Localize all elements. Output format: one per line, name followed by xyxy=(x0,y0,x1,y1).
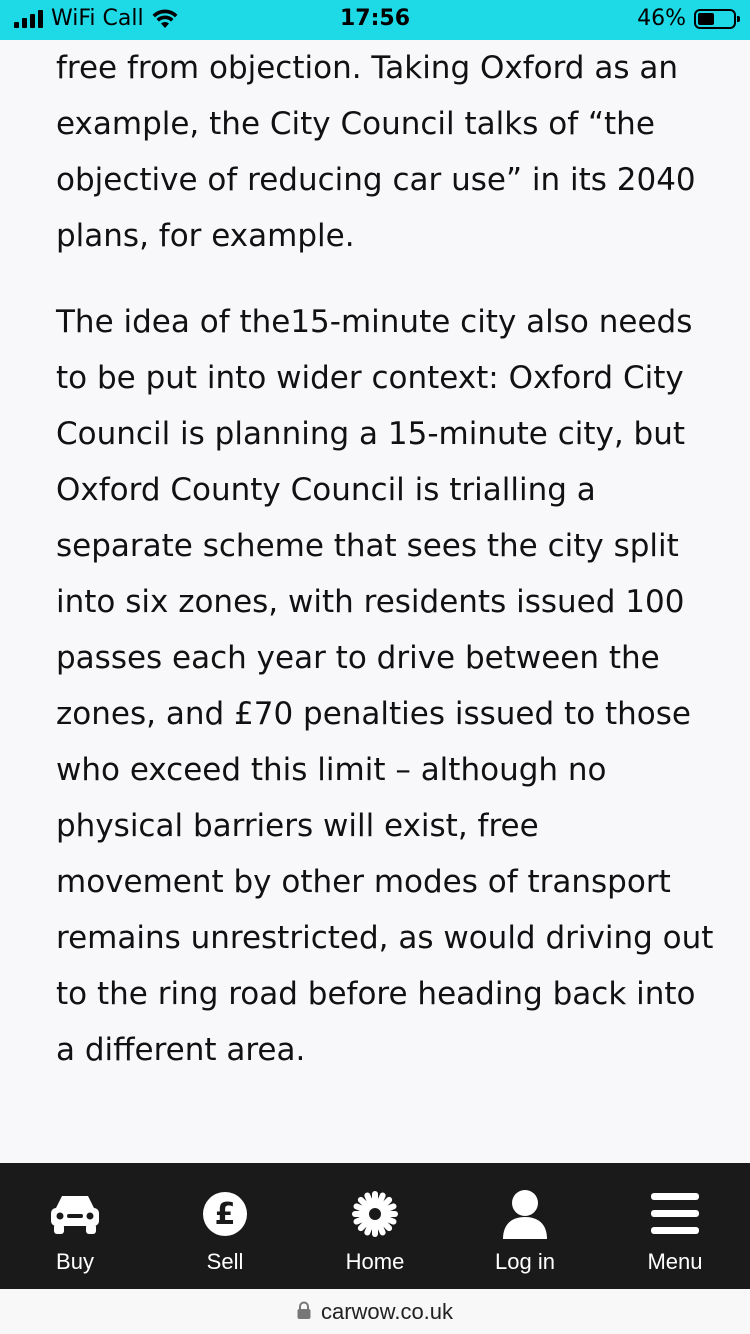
user-icon xyxy=(501,1189,549,1239)
nav-home[interactable] xyxy=(300,1163,450,1289)
url-bar[interactable] xyxy=(0,1289,750,1334)
clock: 17:56 xyxy=(339,6,411,31)
nav-login-label: Log in xyxy=(495,1249,555,1274)
carwow-logo-icon xyxy=(350,1189,400,1239)
article-paragraph: free from objection. Taking Oxford as an example, the City Council talks of “the objective of reducing car use” in its 2040 plans, for example. xyxy=(56,50,696,254)
nav-menu[interactable] xyxy=(600,1163,750,1289)
article-paragraph: The idea of the15-minute city also needs to be put into wider context: Oxford City Council is planning a 15-minute city, but Oxford County Council is trialling a separate scheme that sees the city split into six zones, with residents issued 100 passes each year to drive between the zones, and £70 penalties issued to those who exceed this limit – although no physical barriers will exist, free movement by other modes of transport remains unrestricted, as would driving out to the ring road before heading back into a different area. xyxy=(56,304,714,1068)
nav-menu-label: Menu xyxy=(647,1249,703,1274)
hamburger-icon xyxy=(650,1189,700,1239)
carrier-label: WiFi Call xyxy=(51,6,144,31)
nav-home-label: Home xyxy=(345,1249,405,1274)
url-text: carwow.co.uk xyxy=(320,1298,454,1324)
status-bar xyxy=(0,0,750,40)
svg-text:£: £ xyxy=(214,1197,236,1232)
pound-icon xyxy=(202,1189,248,1239)
nav-buy-label: Buy xyxy=(56,1249,94,1274)
battery-icon xyxy=(694,9,736,29)
car-icon xyxy=(49,1189,101,1239)
battery-percent: 46% xyxy=(637,6,686,31)
nav-buy[interactable] xyxy=(0,1163,150,1289)
nav-sell[interactable] xyxy=(150,1163,300,1289)
bottom-nav xyxy=(0,1163,750,1289)
nav-login[interactable] xyxy=(450,1163,600,1289)
nav-sell-label: Sell xyxy=(206,1249,244,1274)
status-right xyxy=(637,6,736,31)
lock-icon xyxy=(297,1299,311,1325)
article-body xyxy=(56,40,716,1078)
